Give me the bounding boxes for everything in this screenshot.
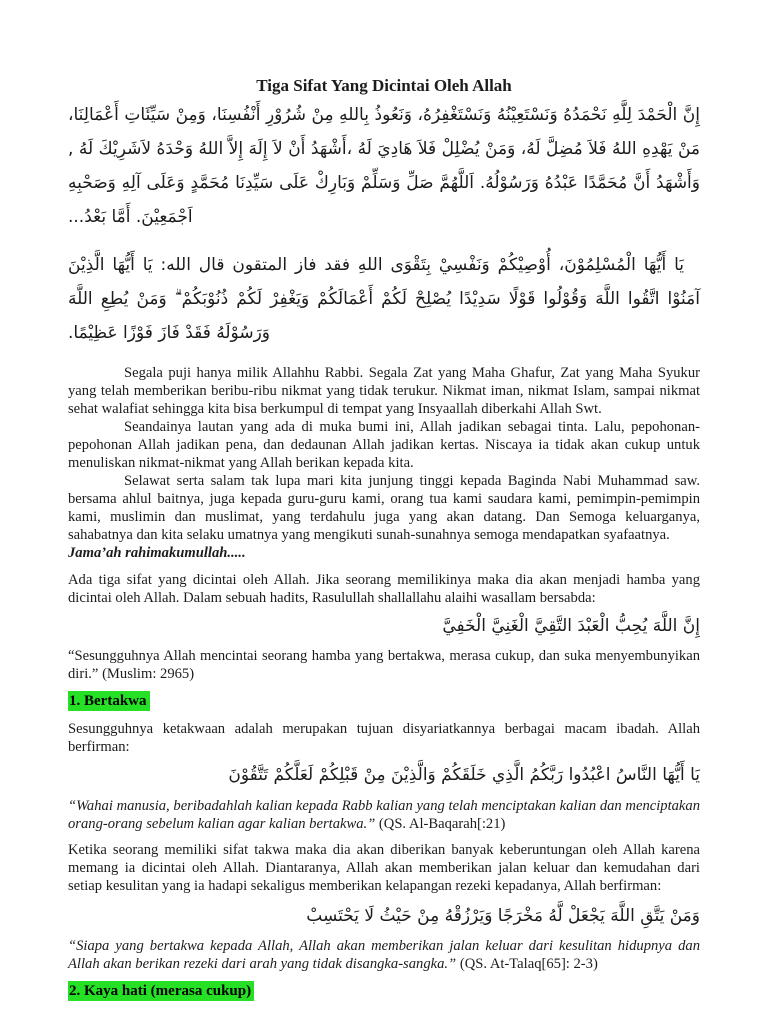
arabic-khutbah-tawsiyah: يَا أَيُّهَا الْمُسْلِمُوْنَ، أُوْصِيْكُمْ وَنَفْسِيْ بِتَقْوَى اللهِ فقد فاز المتقون قال الله: يَا أَيُّهَا الَّذِيْنَ آمَنُوْا اتَّقُوا اللَّهَ وَقُوْلُوا قَوْلًا سَدِيْدًا يُصْلِحْ لَكُمْ أَعْمَالَكُمْ وَيَغْفِرْ لَكُمْ ذُنُوْبَكُمْ ۗ وَمَنْ يُطِعِ اللَّهَ وَرَسُوْلَهُ فَقَدْ فَازَ فَوْزًا عَظِيْمًا. xyxy=(68,255,700,343)
section-heading-kaya-hati: 2. Kaya hati (merasa cukup) xyxy=(68,981,254,1001)
arabic-khutbah-opening: إِنَّ الْحَمْدَ لِلَّهِ نَحْمَدُهُ وَنَسْتَعِيْنُهُ وَنَسْتَغْفِرُهُ، وَنَعُوذُ بِاللهِ مِنْ شُرُوْرِ أَنْفُسِنَا، وَمِنْ سَيِّئَاتِ أَعْمَالِنَا، مَنْ يَهْدِهِ اللهُ فَلاَ مُضِلَّ لَهُ، وَمَنْ يُضْلِلْ فَلاَ هَادِيَ لَهُ ،أَشْهَدُ أَنْ لاَ إِلَهَ إِلاَّ اللهُ وَحْدَهُ لاَشَرِيْكَ لَهُ , وَأَشْهَدُ أَنَّ مُحَمَّدًا عَبْدُهُ وَرَسُوْلُهُ. اَللَّهُمَّ صَلِّ وَسَلِّمْ وَبَارِكْ عَلَى سَيِّدِنَا مُحَمَّدٍ وَعَلَى آلِهِ وَصَحْبِهِ اَجْمَعِيْنَ. أَمَّا بَعْدُ... xyxy=(68,105,700,227)
paragraph-selawat: Selawat serta salam tak lupa mari kita junjung tinggi kepada Baginda Nabi Muhammad saw. bersama ahlul baitnya, juga kepada guru-guru kami, orang tua kami saudara kami, pemimpin-pemimpin kami, muslimin dan muslimat, yang terdahulu juga yang akan datang. Dan Semoga keluarganya, sahabatnya dan kita selaku umatnya yang mengikuti sunah-sunahnya semoga mendapatkan syafaatnya. xyxy=(68,473,700,543)
paragraph-tiga-sifat: Ada tiga sifat yang dicintai oleh Allah. Jika seorang memilikinya maka dia akan menjadi hamba yang dicintai oleh Allah. Dalam sebuah hadits, Rasulullah shallallahu alaihi wasallam bersabda: xyxy=(68,572,700,606)
quote-baqarah xyxy=(68,797,700,833)
quote-talaq-text: “Siapa yang bertakwa kepada Allah, Allah akan memberikan jalan keluar dari kesulitan hidupnya dan Allah akan berikan rezeki dari arah yang tidak disangka-sangka.” xyxy=(68,938,700,972)
hadith-translation xyxy=(68,647,700,683)
paragraph-seandainya-lautan: Seandainya lautan yang ada di muka bumi ini, Allah jadikan sebagai tinta. Lalu, pepohonan-pepohonan Allah jadikan pena, dan dedaunan Allah jadikan kertas. Niscaya ia tidak akan cukup untuk menuliskan nikmat-nikmat yang Allah berikan kepada kita. xyxy=(68,419,700,471)
quote-talaq xyxy=(68,937,700,973)
quote-talaq-citation: (QS. At-Talaq[65]: 2-3) xyxy=(459,956,598,972)
paragraph-ketakwaan: Sesungguhnya ketakwaan adalah merupakan tujuan disyariatkannya berbagai macam ibadah. Allah berfirman: xyxy=(68,721,700,755)
hadith-citation: (Muslim: 2965) xyxy=(102,666,195,682)
quote-baqarah-citation: (QS. Al-Baqarah[:21) xyxy=(378,816,506,832)
arabic-verse-baqarah: يَا أَيُّهَا النَّاسُ اعْبُدُوا رَبَّكُمُ الَّذِي خَلَقَكُمْ وَالَّذِيْنَ مِنْ قَبْلِكُمْ لَعَلَّكُمْ تَتَّقُوْنَ xyxy=(228,765,700,785)
arabic-hadith: إِنَّ اللَّهَ يُحِبُّ الْعَبْدَ التَّقِيَّ الْغَنِيَّ الْخَفِيَّ xyxy=(442,616,700,636)
arabic-verse-talaq: وَمَنْ يَتَّقِ اللَّهَ يَجْعَلْ لَّهُ مَخْرَجًا وَيَرْزُقْهُ مِنْ حَيْثُ لَا يَحْتَسِبْ xyxy=(306,906,700,926)
section-heading-bertakwa: 1. Bertakwa xyxy=(68,691,150,711)
section-heading-2-wrap xyxy=(68,981,700,1001)
paragraph-segala-puji: Segala puji hanya milik Allahhu Rabbi. Segala Zat yang Maha Ghafur, Zat yang Maha Syukur yang telah memberikan beribu-ribu nikmat yang tidak terukur. Nikmat iman, nikmat Islam, sampai nikmat sehat walafiat sehingga kita bisa berkumpul di tempat yang Insyaallah diberkahi Allah Swt. xyxy=(68,365,700,417)
section-heading-1-wrap xyxy=(68,691,700,711)
quote-baqarah-text: “Wahai manusia, beribadahlah kalian kepada Rabb kalian yang telah menciptakan kalian dan menciptakan orang-orang sebelum kalian agar kalian bertakwa.” xyxy=(68,798,700,832)
paragraph-ketika-takwa: Ketika seorang memiliki sifat takwa maka dia akan diberikan banyak keberuntungan oleh Allah karena memang ia dicintai oleh Allah. Diantaranya, Allah akan memberikan jalan keluar dan kemudahan dari setiap kesulitan yang ia hadapi sekaligus memberikan kelapangan rezeki kepadanya, Allah berfirman: xyxy=(68,842,700,894)
document-title: Tiga Sifat Yang Dicintai Oleh Allah xyxy=(256,76,512,95)
hadith-translation-text: “Sesungguhnya Allah mencintai seorang hamba yang bertakwa, merasa cukup, dan suka menyembunyikan diri.” xyxy=(68,648,700,682)
jamaah-rahimakumullah-line: Jama’ah rahimakumullah..... xyxy=(68,545,246,561)
